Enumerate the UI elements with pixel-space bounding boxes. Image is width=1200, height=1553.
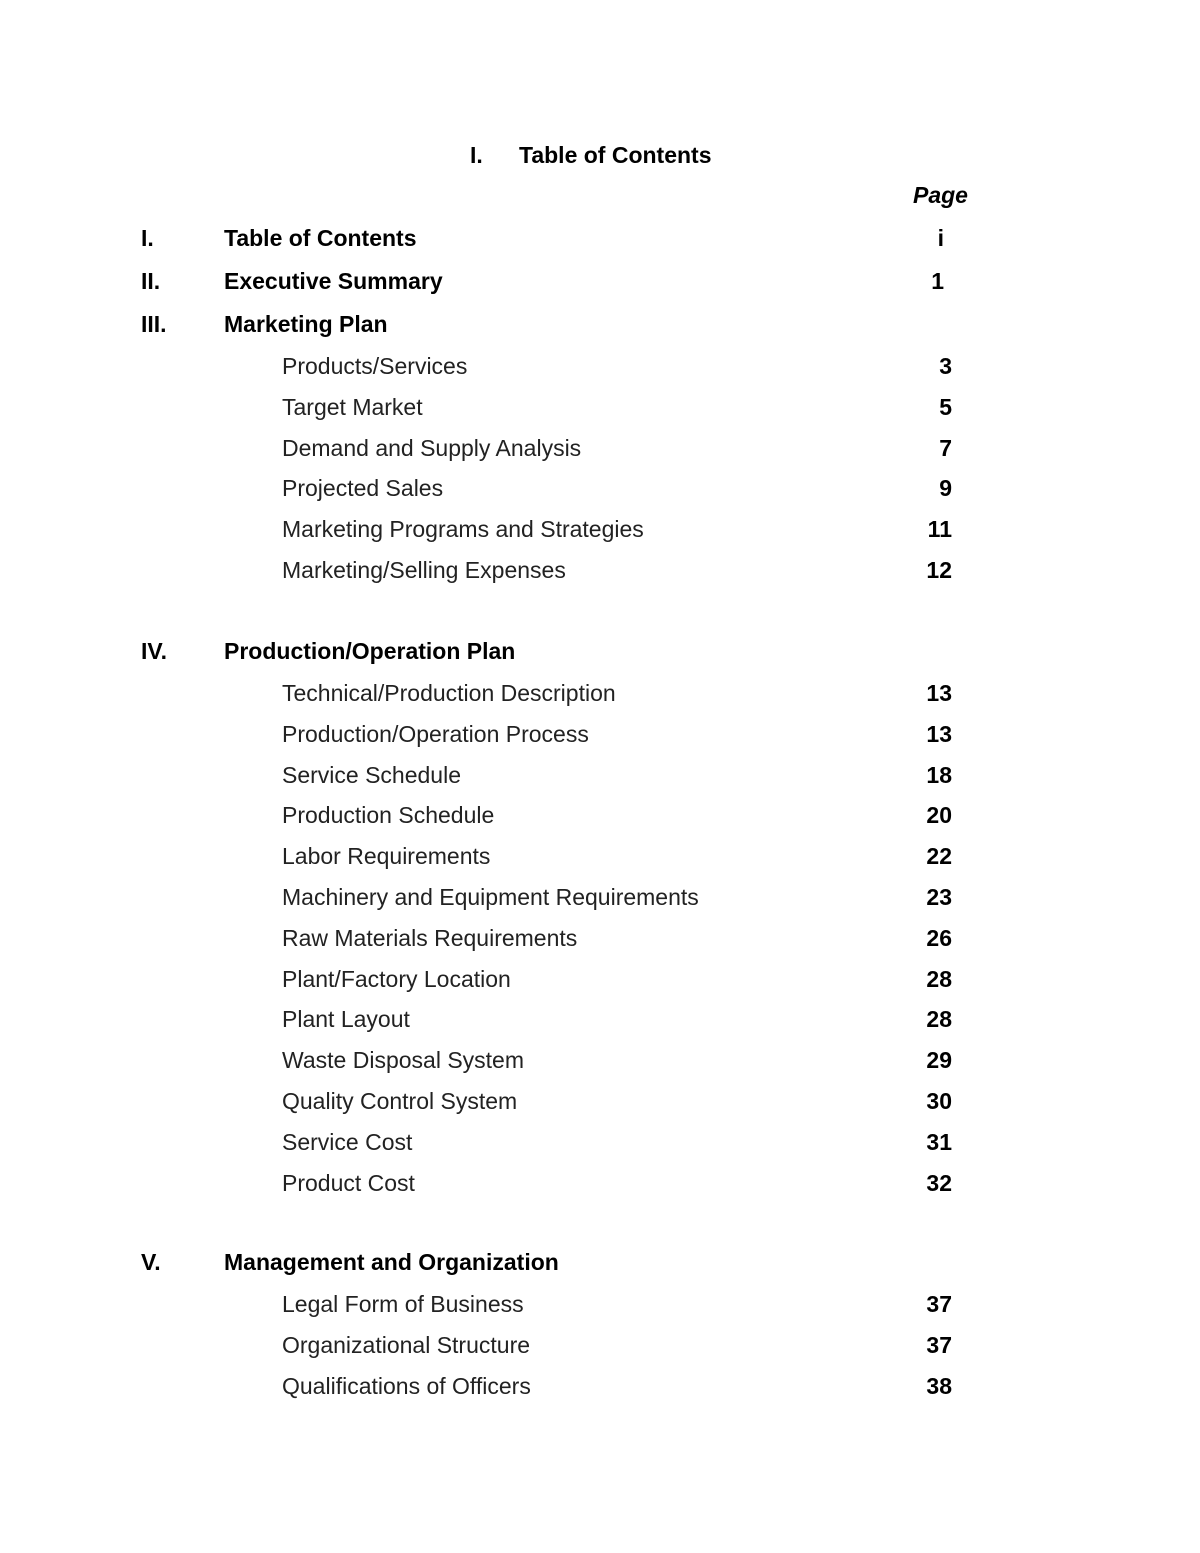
- subsection-title: Products/Services: [282, 353, 468, 379]
- subsection-page-number: 20: [926, 802, 952, 829]
- subsection-title: Plant/Factory Location: [282, 965, 511, 992]
- subsection-page-number: 31: [926, 1128, 952, 1155]
- subsection-title: Product Cost: [282, 1169, 415, 1196]
- subsection-title: Qualifications of Officers: [282, 1372, 531, 1399]
- section-title: Management and Organization: [224, 1249, 559, 1275]
- section-numeral: IV.: [141, 638, 168, 664]
- toc-section-row: [0, 311, 1200, 339]
- toc-subsection-row: [0, 1373, 1200, 1401]
- subsection-page-number: 37: [926, 1291, 952, 1317]
- subsection-page-number: 28: [926, 965, 952, 992]
- title-text: Table of Contents: [519, 142, 712, 168]
- toc-subsection-row: [0, 680, 1200, 708]
- subsection-title: Machinery and Equipment Requirements: [282, 884, 699, 910]
- subsection-title: Demand and Supply Analysis: [282, 434, 582, 461]
- subsection-page-number: 18: [926, 761, 952, 788]
- subsection-page-number: 38: [926, 1372, 952, 1399]
- toc-subsection-row: [0, 802, 1200, 830]
- section-title: Table of Contents: [224, 225, 417, 251]
- subsection-page-number: 5: [939, 393, 952, 420]
- toc-subsection-row: [0, 557, 1200, 585]
- subsection-title: Raw Materials Requirements: [282, 924, 578, 951]
- section-numeral: III.: [141, 311, 167, 337]
- toc-subsection-row: [0, 1088, 1200, 1116]
- subsection-title: Quality Control System: [282, 1088, 518, 1114]
- subsection-title: Production/Operation Process: [282, 720, 589, 747]
- toc-subsection-row: [0, 475, 1200, 503]
- page-title: [470, 142, 712, 169]
- toc-subsection-row: [0, 721, 1200, 749]
- subsection-page-number: 12: [926, 557, 952, 583]
- subsection-page-number: 29: [926, 1047, 952, 1074]
- subsection-page-number: 30: [926, 1088, 952, 1114]
- toc-subsection-row: [0, 1170, 1200, 1198]
- section-title: Executive Summary: [224, 268, 443, 294]
- section-numeral: V.: [141, 1249, 161, 1275]
- subsection-title: Technical/Production Description: [282, 680, 616, 706]
- subsection-title: Target Market: [282, 393, 423, 420]
- subsection-title: Waste Disposal System: [282, 1047, 524, 1074]
- toc-section-row: [0, 268, 1200, 296]
- toc-subsection-row: [0, 925, 1200, 953]
- toc-section-row: [0, 638, 1200, 666]
- subsection-page-number: 37: [926, 1331, 952, 1358]
- toc-subsection-row: [0, 884, 1200, 912]
- toc-subsection-row: [0, 353, 1200, 381]
- toc-subsection-row: [0, 1291, 1200, 1319]
- subsection-page-number: 11: [927, 516, 952, 543]
- subsection-title: Marketing/Selling Expenses: [282, 557, 566, 583]
- toc-subsection-row: [0, 516, 1200, 544]
- subsection-title: Production Schedule: [282, 802, 495, 829]
- title-numeral: I.: [470, 142, 483, 168]
- toc-section-row: [0, 1249, 1200, 1277]
- subsection-title: Service Schedule: [282, 761, 461, 788]
- subsection-page-number: 13: [926, 720, 952, 747]
- subsection-title: Plant Layout: [282, 1006, 410, 1033]
- subsection-page-number: 13: [926, 680, 952, 706]
- section-page-number: i: [937, 225, 944, 251]
- subsection-page-number: 3: [939, 353, 952, 379]
- toc-subsection-row: [0, 1129, 1200, 1157]
- subsection-title: Legal Form of Business: [282, 1291, 524, 1317]
- subsection-page-number: 23: [926, 884, 952, 910]
- section-title: Marketing Plan: [224, 311, 388, 337]
- subsection-title: Organizational Structure: [282, 1331, 531, 1358]
- toc-subsection-row: [0, 435, 1200, 463]
- toc-subsection-row: [0, 762, 1200, 790]
- subsection-page-number: 26: [926, 924, 952, 951]
- subsection-title: Marketing Programs and Strategies: [282, 516, 644, 543]
- subsection-page-number: 22: [926, 843, 952, 870]
- subsection-page-number: 32: [926, 1169, 952, 1196]
- toc-subsection-row: [0, 1047, 1200, 1075]
- section-numeral: I.: [141, 225, 154, 251]
- subsection-title: Service Cost: [282, 1128, 413, 1155]
- toc-subsection-row: [0, 1006, 1200, 1034]
- section-page-number: 1: [931, 268, 944, 294]
- subsection-page-number: 9: [939, 475, 952, 502]
- section-title: Production/Operation Plan: [224, 638, 516, 664]
- subsection-page-number: 7: [939, 434, 952, 461]
- toc-subsection-row: [0, 1332, 1200, 1360]
- subsection-title: Projected Sales: [282, 475, 444, 502]
- toc-subsection-row: [0, 966, 1200, 994]
- subsection-page-number: 28: [926, 1006, 952, 1033]
- section-numeral: II.: [141, 268, 161, 294]
- toc-subsection-row: [0, 394, 1200, 422]
- toc-section-row: [0, 225, 1200, 253]
- page-column-header: Page: [913, 182, 968, 208]
- toc-subsection-row: [0, 843, 1200, 871]
- subsection-title: Labor Requirements: [282, 843, 491, 870]
